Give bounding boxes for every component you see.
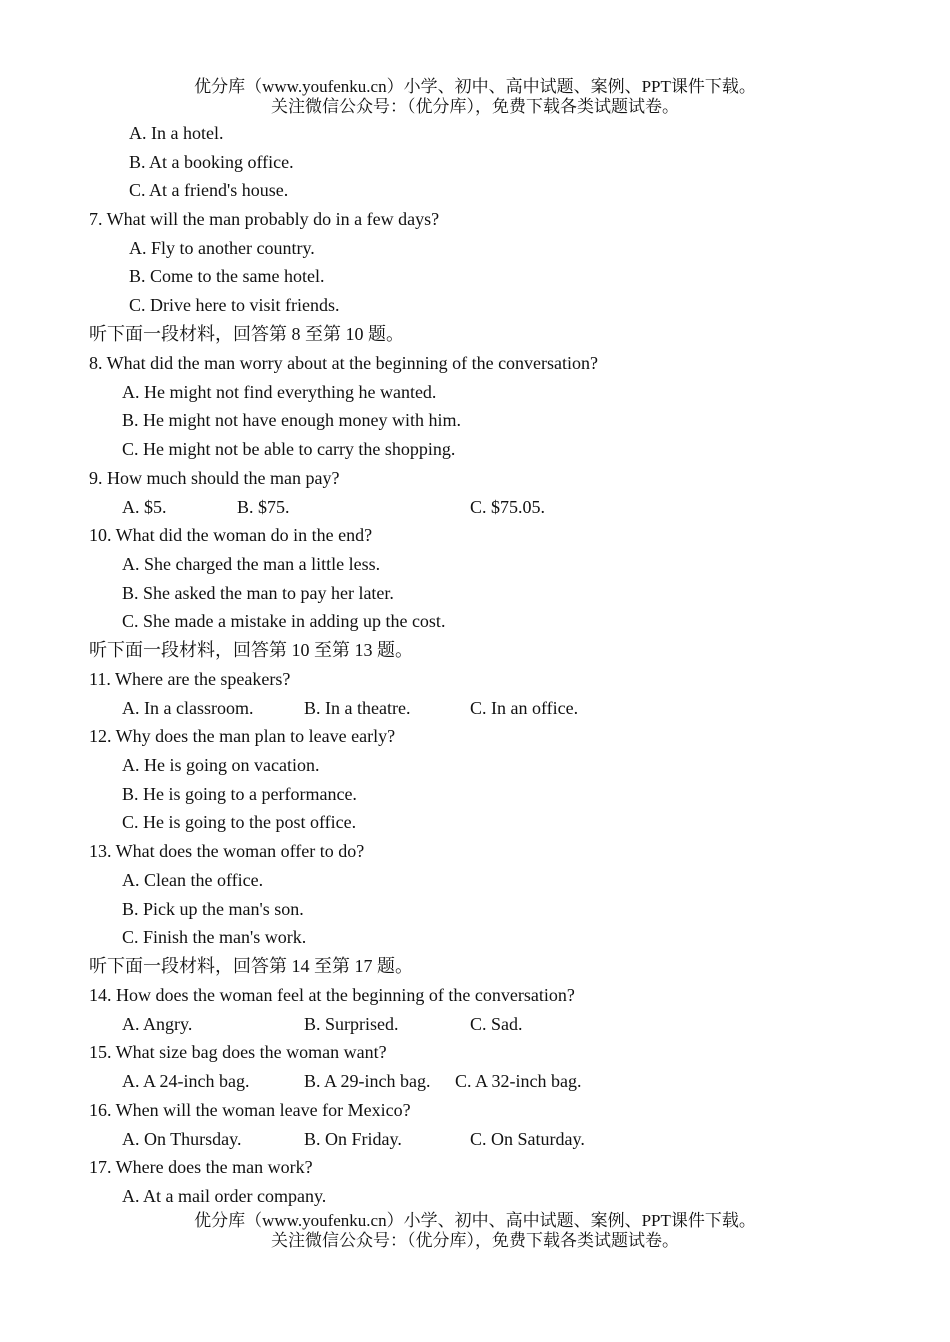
section-instruction-8-10: 听下面一段材料，回答第 8 至第 10 题。	[89, 324, 404, 344]
q9-option-a: A. $5.	[122, 497, 167, 517]
question-15: 15. What size bag does the woman want?	[89, 1042, 387, 1062]
q12-option-c: C. He is going to the post office.	[122, 812, 357, 832]
page-footer-line2: 关注微信公众号：（优分库），免费下载各类试题试卷。	[271, 1231, 679, 1250]
q13-option-b: B. Pick up the man's son.	[122, 899, 304, 919]
q6-option-a: A. In a hotel.	[129, 123, 224, 143]
q16-option-a: A. On Thursday.	[122, 1129, 242, 1149]
q14-option-b: B. Surprised.	[304, 1014, 399, 1034]
q14-option-c: C. Sad.	[470, 1014, 523, 1034]
q12-option-b: B. He is going to a performance.	[122, 784, 357, 804]
q7-option-b: B. Come to the same hotel.	[129, 266, 325, 286]
q6-option-b: B. At a booking office.	[129, 152, 294, 172]
question-8: 8. What did the man worry about at the beginning of the conversation?	[89, 353, 599, 373]
q13-option-c: C. Finish the man's work.	[122, 927, 307, 947]
q15-option-c: C. A 32-inch bag.	[455, 1071, 582, 1091]
q8-option-b: B. He might not have enough money with him.	[122, 410, 461, 430]
section-instruction-10-13: 听下面一段材料，回答第 10 至第 13 题。	[89, 640, 413, 660]
q15-option-a: A. A 24-inch bag.	[122, 1071, 250, 1091]
q9-option-b: B. $75.	[237, 497, 290, 517]
question-10: 10. What did the woman do in the end?	[89, 525, 373, 545]
q8-option-c: C. He might not be able to carry the shopping.	[122, 439, 456, 459]
q10-option-a: A. She charged the man a little less.	[122, 554, 381, 574]
q7-option-c: C. Drive here to visit friends.	[129, 295, 340, 315]
q15-option-b: B. A 29-inch bag.	[304, 1071, 431, 1091]
question-12: 12. Why does the man plan to leave early?	[89, 726, 396, 746]
q13-option-a: A. Clean the office.	[122, 870, 264, 890]
q11-option-c: C. In an office.	[470, 698, 579, 718]
q16-option-b: B. On Friday.	[304, 1129, 402, 1149]
q14-option-a: A. Angry.	[122, 1014, 193, 1034]
q8-option-a: A. He might not find everything he wanted.	[122, 382, 437, 402]
q16-option-c: C. On Saturday.	[470, 1129, 585, 1149]
q10-option-b: B. She asked the man to pay her later.	[122, 583, 394, 603]
page-footer-line1: 优分库（www.youfenku.cn）小学、初中、高中试题、案例、PPT课件下载。	[194, 1211, 756, 1230]
question-9: 9. How much should the man pay?	[89, 468, 340, 488]
q7-option-a: A. Fly to another country.	[129, 238, 315, 258]
page-header-line1: 优分库（www.youfenku.cn）小学、初中、高中试题、案例、PPT课件下载。	[194, 77, 756, 96]
section-instruction-14-17: 听下面一段材料，回答第 14 至第 17 题。	[89, 956, 413, 976]
question-17: 17. Where does the man work?	[89, 1157, 313, 1177]
question-7: 7. What will the man probably do in a few days?	[89, 209, 440, 229]
page-header-line2: 关注微信公众号：（优分库），免费下载各类试题试卷。	[271, 97, 679, 116]
q9-option-c: C. $75.05.	[470, 497, 546, 517]
q6-option-c: C. At a friend's house.	[129, 180, 289, 200]
question-14: 14. How does the woman feel at the beginning of the conversation?	[89, 985, 575, 1005]
q11-option-b: B. In a theatre.	[304, 698, 411, 718]
q10-option-c: C. She made a mistake in adding up the cost.	[122, 611, 446, 631]
q12-option-a: A. He is going on vacation.	[122, 755, 320, 775]
q11-option-a: A. In a classroom.	[122, 698, 254, 718]
q17-option-a: A. At a mail order company.	[122, 1186, 327, 1206]
question-13: 13. What does the woman offer to do?	[89, 841, 365, 861]
question-11: 11. Where are the speakers?	[89, 669, 291, 689]
question-16: 16. When will the woman leave for Mexico?	[89, 1100, 411, 1120]
